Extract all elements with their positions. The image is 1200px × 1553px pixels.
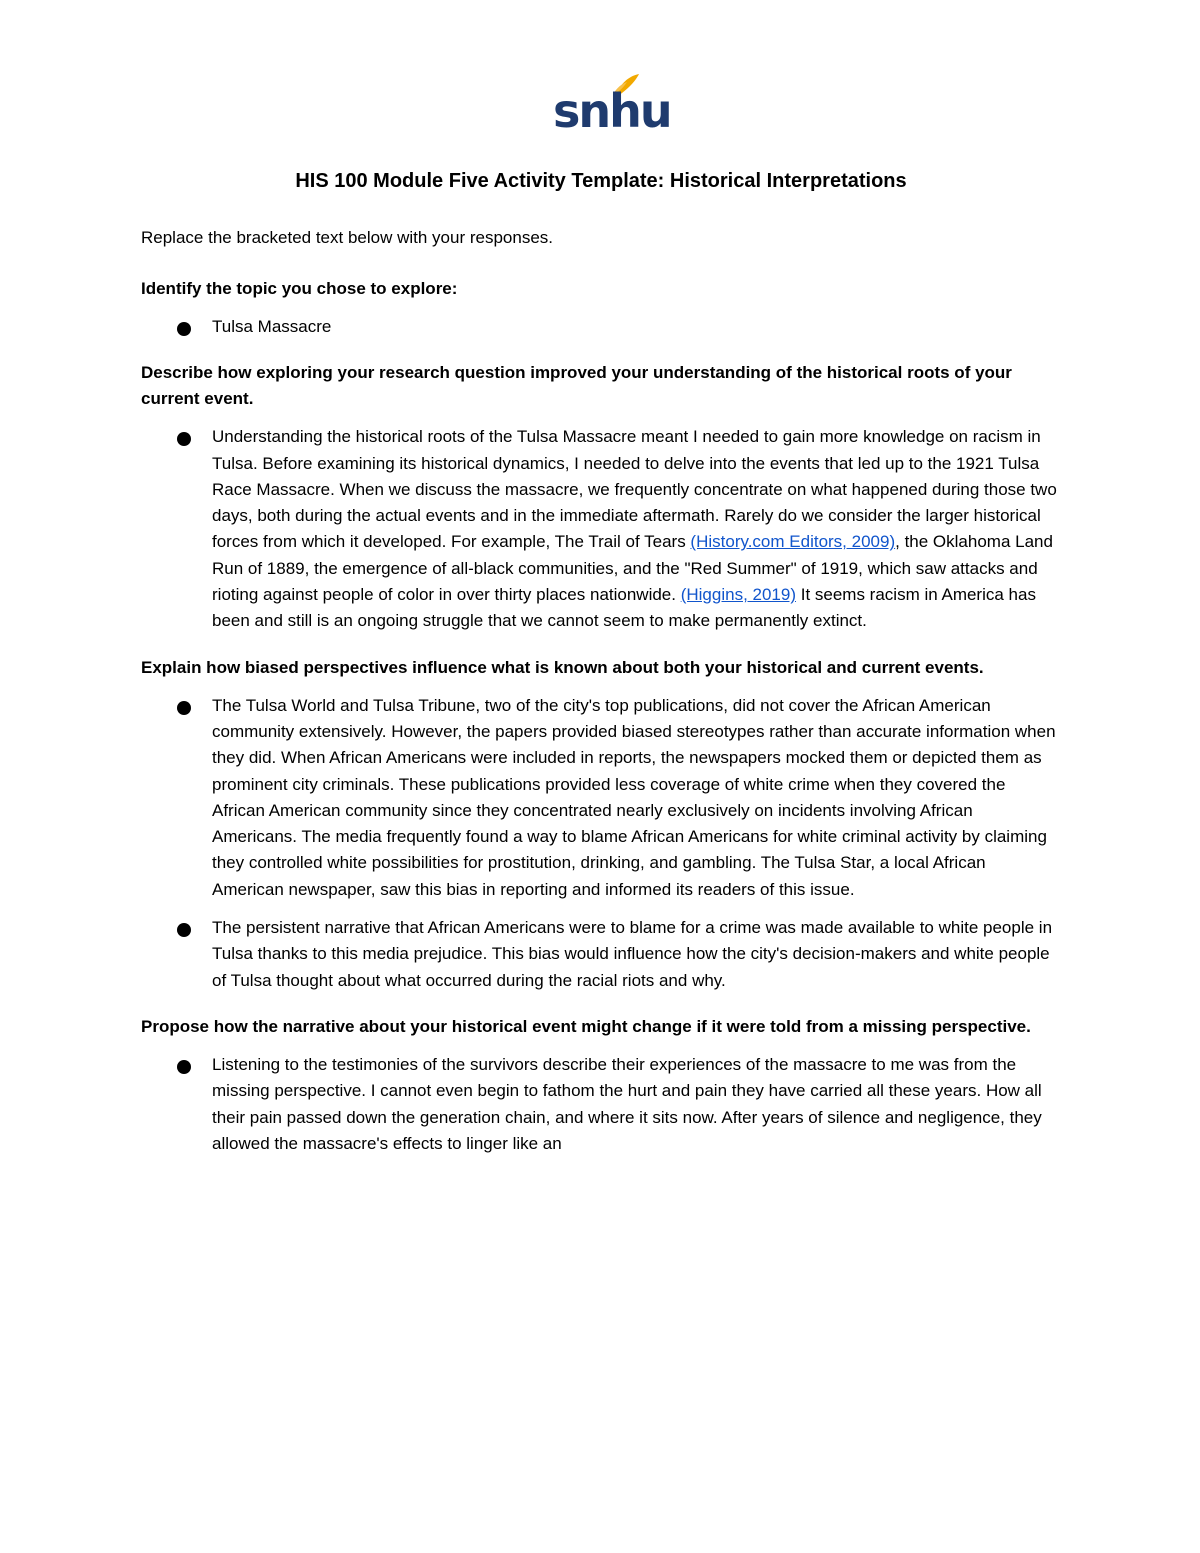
bullet-icon [177, 1060, 191, 1074]
bullet-icon [177, 923, 191, 937]
list-item [141, 693, 1061, 903]
list-item [141, 424, 1061, 634]
answer-text: The persistent narrative that African Americans were to blame for a crime was made available to white people in Tulsa thanks to this media prejudice. This bias would influence how the city's decision-makers and white people of Tulsa thought about what occurred during the racial riots and why. [212, 918, 1053, 990]
question-topic: Identify the topic you chose to explore: [141, 279, 458, 298]
question-roots: Describe how exploring your research question improved your understanding of the historical roots of your current event. [141, 363, 1012, 409]
instructions: Replace the bracketed text below with your responses. [141, 228, 554, 247]
citation-link-higgins[interactable]: (Higgins, 2019) [680, 585, 796, 605]
list-item [141, 1052, 1061, 1157]
bullet-icon [177, 432, 191, 446]
answer-text: , the Oklahoma Land Run of 1889, the emergence of all-black communities, and the "Red Summer" of 1919, which saw attacks and rioting against people of color in over thirty places nationwide. [212, 532, 1053, 605]
answer-text: The Tulsa World and Tulsa Tribune, two of the city's top publications, did not cover the African American community extensively. However, the papers provided biased stereotypes rather than accurate information when they did. When African Americans were included in reports, the newspapers mocked them or depicted them as prominent city criminals. These publications provided less coverage of white crime when they covered the African American community since they concentrated nearly exclusively on incidents involving African Americans. The media frequently found a way to blame African Americans for white criminal activity by claiming they controlled white possibilities for prostitution, drinking, and gambling. The Tulsa Star, a local African American newspaper, saw this bias in reporting and informed its readers of this issue. [212, 695, 1056, 899]
list-item [141, 915, 1061, 994]
answer-text: Listening to the testimonies of the survivors describe their experiences of the massacre to me was from the missing perspective. I cannot even begin to fathom the hurt and pain they have carried all these years. How all their pain passed down the generation chain, and where it sits now. After years of silence and negligence, they allowed the massacre's effects to linger like an [212, 1054, 1042, 1153]
answer-list-roots [141, 424, 1061, 634]
answer-list-bias [141, 693, 1061, 994]
page-title: HIS 100 Module Five Activity Template: Historical Interpretations [295, 170, 907, 192]
citation-link-history-com[interactable]: (History.com Editors, 2009) [690, 532, 896, 552]
answer-text: It seems racism in America has been and still is an ongoing struggle that we cannot seem to make permanently extinct. [212, 585, 1036, 631]
document-body [141, 166, 1061, 1177]
snhu-logo [553, 72, 671, 142]
answer-text: Tulsa Massacre [212, 317, 332, 336]
answer-text: Understanding the historical roots of the Tulsa Massacre meant I needed to gain more knowledge on racism in Tulsa. Before examining its historical dynamics, I needed to delve into the events that led up to the 1921 Tulsa Race Massacre. When we discuss the massacre, we frequently concentrate on what happened during those two days, both during the actual events and in the immediate aftermath. Rarely do we consider the larger historical forces from which it developed. For example, The Trail of Tears [212, 427, 1057, 552]
question-bias: Explain how biased perspectives influence what is known about both your historical and current events. [141, 657, 984, 677]
answer-list-missing [141, 1052, 1061, 1157]
bullet-icon [177, 322, 191, 336]
bullet-icon [177, 701, 191, 715]
logo-wordmark: snhu [553, 84, 671, 138]
list-item [141, 314, 1061, 340]
answer-list-topic [141, 314, 1061, 340]
question-missing-perspective: Propose how the narrative about your historical event might change if it were told from a missing perspective. [141, 1016, 1031, 1036]
